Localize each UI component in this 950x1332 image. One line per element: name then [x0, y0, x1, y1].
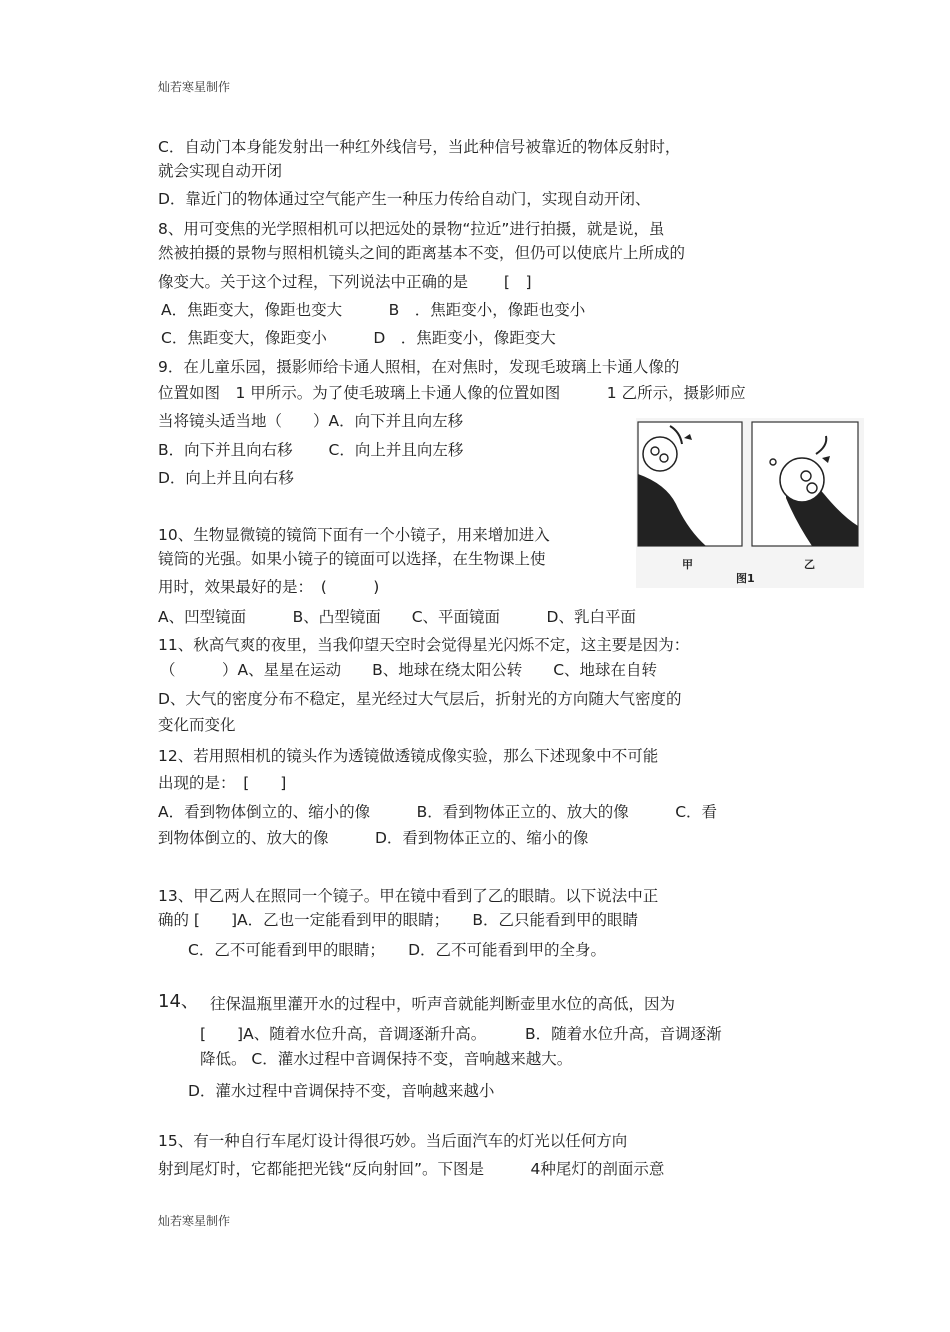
text-line: D、大气的密度分布不稳定，星光经过大气层后，折射光的方向随大气密度的 — [158, 690, 682, 708]
text-line: 就会实现自动开闭 — [158, 162, 283, 180]
figure-1 — [636, 418, 864, 588]
text-line: 12、若用照相机的镜头作为透镜做透镜成像实验，那么下述现象中不可能 — [158, 747, 659, 765]
text-line: 镜筒的光强。如果小镜子的镜面可以选择，在生物课上使 — [158, 550, 546, 568]
option-line: D．向上并且向右移 — [158, 469, 294, 487]
text-line: 13、甲乙两人在照同一个镜子。甲在镜中看到了乙的眼睛。以下说法中正 — [158, 887, 659, 905]
text-line: 位置如图 1 甲所示。为了使毛玻璃上卡通人像的位置如图 1 乙所示，摄影师应 — [158, 384, 746, 402]
text-line: D．靠近门的物体通过空气能产生一种压力传给自动门，实现自动开闭、 — [158, 190, 651, 208]
text-line: 然被拍摄的景物与照相机镜头之间的距离基本不变，但仍可以使底片上所成的 — [158, 244, 686, 262]
text-line: 当将镜头适当地（ ）A．向下并且向左移 — [158, 412, 464, 430]
option-line: A．焦距变大，像距也变大 B ．焦距变小，像距也变小 — [161, 301, 586, 319]
text-line: C．自动门本身能发射出一种红外线信号，当此种信号被靠近的物体反射时， — [158, 138, 681, 156]
option-line: B．向下并且向右移 C．向上并且向左移 — [158, 441, 464, 459]
option-line: A．看到物体倒立的、缩小的像 B．看到物体正立的、放大的像 C．看 — [158, 803, 718, 821]
figure-caption: 图1 — [736, 572, 755, 585]
figure-label-jia: 甲 — [682, 558, 693, 571]
option-line: [ ]A、随着水位升高，音调逐渐升高。 B．随着水位升高，音调逐渐 — [200, 1025, 722, 1043]
text-line: 像变大。关于这个过程，下列说法中正确的是 [ ] — [158, 273, 532, 291]
text-line: 确的 [ ]A．乙也一定能看到甲的眼睛； B．乙只能看到甲的眼睛 — [158, 911, 639, 929]
text-line: 11、秋高气爽的夜里，当我仰望天空时会觉得星光闪烁不定，这主要是因为： — [158, 636, 690, 654]
figure-1-drawing — [636, 418, 864, 588]
text-line: 8、用可变焦的光学照相机可以把远处的景物“拉近”进行拍摄，就是说，虽 — [158, 220, 665, 238]
option-line: C．乙不可能看到甲的眼睛； D．乙不可能看到甲的全身。 — [188, 941, 607, 959]
page-header: 灿若寒星制作 — [158, 80, 231, 94]
option-line: D．灌水过程中音调保持不变，音响越来越小 — [188, 1082, 495, 1100]
text-line: 9．在儿童乐园，摄影师给卡通人照相，在对焦时，发现毛玻璃上卡通人像的 — [158, 358, 680, 376]
text-line: 10、生物显微镜的镜筒下面有一个小镜子，用来增加进入 — [158, 526, 550, 544]
question-number-14: 14、 — [158, 991, 199, 1012]
option-line: （ ）A、星星在运动 B、地球在绕太阳公转 C、地球在自转 — [160, 661, 658, 679]
text-line: 用时，效果最好的是： ( ) — [158, 578, 380, 596]
figure-label-yi: 乙 — [804, 558, 815, 571]
option-line: 到物体倒立的、放大的像 D．看到物体正立的、缩小的像 — [158, 829, 589, 847]
text-line: 往保温瓶里灌开水的过程中，听声音就能判断壶里水位的高低，因为 — [210, 995, 676, 1013]
option-line: A、凹型镜面 B、凸型镜面 C、平面镜面 D、乳白平面 — [158, 608, 636, 626]
page-footer: 灿若寒星制作 — [158, 1214, 231, 1228]
text-line: 射到尾灯时，它都能把光钱“反向射回”。下图是 4种尾灯的剖面示意 — [158, 1160, 665, 1178]
text-line: 15、有一种自行车尾灯设计得很巧妙。当后面汽车的灯光以任何方向 — [158, 1132, 628, 1150]
option-line: 降低。 C．灌水过程中音调保持不变，音响越来越大。 — [200, 1050, 573, 1068]
text-line: 出现的是： [ ] — [158, 774, 287, 792]
text-line: 变化而变化 — [158, 716, 236, 734]
option-line: C．焦距变大，像距变小 D ．焦距变小，像距变大 — [161, 329, 556, 347]
